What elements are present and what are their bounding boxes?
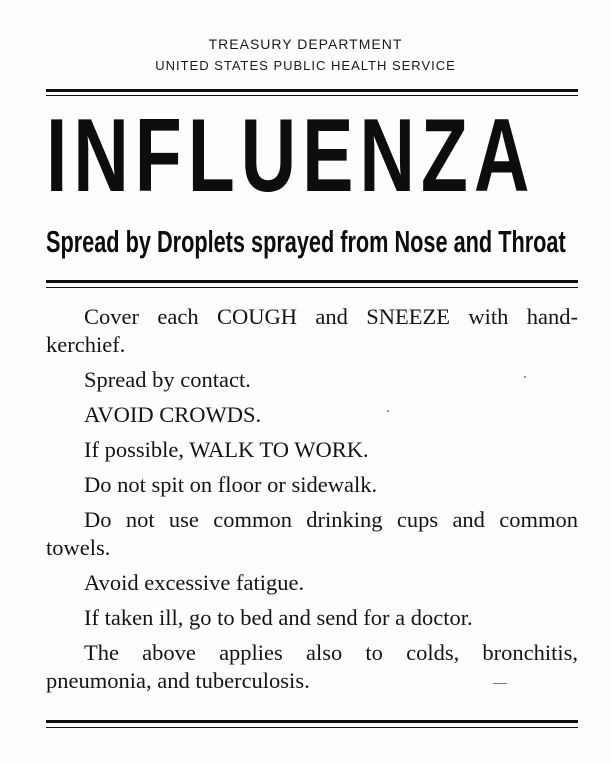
advice-list xyxy=(46,303,578,702)
mid-rule-thick xyxy=(46,280,578,283)
advice-item: Do not spit on floor or sidewalk. xyxy=(84,472,378,497)
advice-item: If taken ill, go to bed and send for a doctor. xyxy=(84,605,473,630)
advice-item: Spread by contact. xyxy=(84,367,251,392)
advice-item: AVOID CROWDS. xyxy=(84,402,262,427)
poster-subtitle: Spread by Droplets sprayed from Nose and Throat xyxy=(46,224,566,259)
department-heading: TREASURY DEPARTMENT xyxy=(208,36,403,52)
advice-item: If possible, WALK TO WORK. xyxy=(84,437,369,462)
top-rule-thick xyxy=(46,89,578,92)
bottom-rule-thick xyxy=(46,720,578,723)
advice-item: The above applies also to colds, bronchitis, pneumonia, and tuberculosis. xyxy=(46,640,578,693)
advice-item: Cover each COUGH and SNEEZE with hand-kerchief. xyxy=(46,304,578,357)
advice-item: Avoid excessive fatigue. xyxy=(84,570,305,595)
advice-item: Do not use common drinking cups and common towels. xyxy=(46,507,578,560)
mid-rule-thin xyxy=(46,287,578,288)
poster-title: INFLUENZA xyxy=(46,98,536,214)
top-rule-thin xyxy=(46,95,578,96)
paper-speck xyxy=(524,376,526,378)
bottom-rule-thin xyxy=(46,727,578,728)
paper-speck xyxy=(493,683,507,684)
service-heading: UNITED STATES PUBLIC HEALTH SERVICE xyxy=(155,58,456,73)
paper-speck xyxy=(387,410,389,412)
